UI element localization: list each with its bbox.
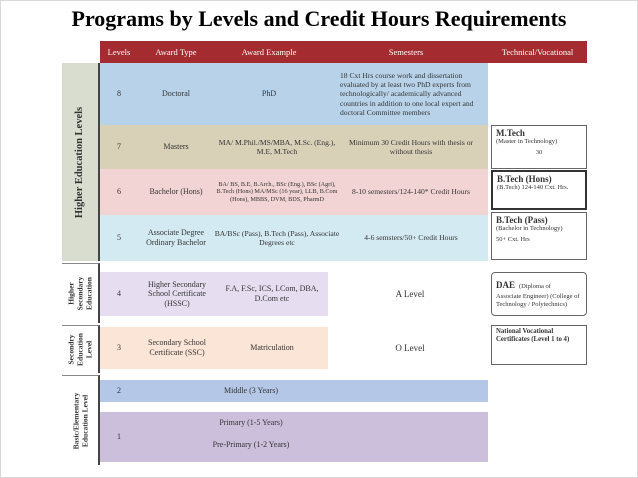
row-8-example: PhD xyxy=(261,89,277,99)
row-5-award: Associate Degree Ordinary Bachelor xyxy=(146,228,206,247)
tech-dae xyxy=(491,272,587,316)
tech-btech-hons-title: B.Tech (Hons) xyxy=(497,174,552,184)
header-technical: Technical/Vocational xyxy=(488,41,587,63)
tech-mtech-sub: (Master in Technology) xyxy=(496,138,558,146)
row-1-preprimary: Pre-Primary (1-2 Years) xyxy=(212,440,290,450)
tech-btech-pass-extra: 50+ Cxt. Hrs xyxy=(496,235,530,243)
row-5-level: 5 xyxy=(117,233,121,243)
tech-btech-pass-sub: (Bachelor in Technology) xyxy=(496,225,563,233)
row-7-level: 7 xyxy=(117,142,121,152)
row-2-level: 2 xyxy=(117,386,121,396)
tech-btech-hons xyxy=(491,170,587,210)
side-basic xyxy=(62,375,100,465)
row-4-semesters: A Level xyxy=(395,288,425,299)
tech-mtech-title: M.Tech xyxy=(496,128,525,138)
row-8-award: Doctoral xyxy=(162,89,190,99)
header-award-example: Award Example xyxy=(214,41,324,63)
side-basic-label: Basic/Elementary Education Level xyxy=(71,392,90,449)
tech-dae-title: DAE xyxy=(496,280,516,290)
tech-btech-pass-title: B.Tech (Pass) xyxy=(496,215,548,225)
row-6-semesters: 8-10 semesters/124-140* Credit Hours xyxy=(352,187,470,197)
side-higher-secondary xyxy=(62,263,100,323)
row-7-award: Masters xyxy=(163,142,189,152)
row-6-level: 6 xyxy=(117,187,121,197)
tech-nvc xyxy=(491,325,587,365)
row-4-example: F.A, F.Sc, ICS, I.Com, DBA, D.Com etc xyxy=(225,284,319,303)
row-5-semesters: 4-6 semsters/50+ Credit Hours xyxy=(364,233,458,243)
side-secondary xyxy=(62,325,100,373)
tech-dae-sub: Associate Engineer) (College of Technology / Polytechnics) xyxy=(496,293,580,308)
row-2-middle: Middle (3 Years) xyxy=(224,386,278,396)
row-4-level: 4 xyxy=(117,289,121,299)
row-3-level: 3 xyxy=(117,343,121,353)
side-higher-education xyxy=(62,63,100,261)
tech-mtech-extra: 30 xyxy=(535,148,543,156)
row-6-award: Bachelor (Hons) xyxy=(149,187,203,197)
side-higher-education-label: Higher Education Levels xyxy=(74,106,86,218)
header-levels: Levels xyxy=(100,41,138,63)
row-3-example: Matriculation xyxy=(250,343,294,353)
side-secondary-label: Secondry Education Level xyxy=(66,333,94,366)
tech-mtech xyxy=(491,125,587,169)
row-1-primary: Primary (1-5 Years) xyxy=(219,418,283,428)
side-higher-secondary-label: Higher Secondary Education xyxy=(66,276,94,311)
tech-btech-pass xyxy=(491,212,587,260)
row-4-award: Higher Secondary School Certificate (HSSC) xyxy=(148,279,206,308)
page-title: Programs by Levels and Credit Hours Requirements xyxy=(71,6,567,31)
row-3-semesters: O Level xyxy=(395,342,425,353)
tech-nvc-title: National Vocational Certificates (Level 1 to 4) xyxy=(496,328,570,343)
header-semesters: Semesters xyxy=(324,41,488,63)
header-award-type: Award Type xyxy=(138,41,214,63)
tech-btech-hons-sub: (B.Tech) 124-140 Cxt. Hrs. xyxy=(497,184,569,192)
row-3-award: Secondary School Certificate (SSC) xyxy=(148,338,206,357)
row-7-semesters: Minimum 30 Credit Hours with thesis or without thesis xyxy=(348,137,474,156)
row-8-semesters: 18 Cxt Hrs course work and dissertation evaluated by at least two PhD experts from technologically/ academically advanced countries in addition to one local expert and doctoral Committee members xyxy=(340,71,474,117)
row-8-level: 8 xyxy=(117,89,121,99)
tech-dae-title-rest: (Diploma of xyxy=(519,283,551,290)
row-6-example: BA/ BS, B.E, B.Arch., BSc (Eng.), BSc (Agri), B.Tech (Hons) MA/MSc (16 year), LLB, B.Com (Hons), MBBS, DVM, BDS, PharmD xyxy=(216,180,338,203)
row-5-example: BA/BSc (Pass), B.Tech (Pass), Associate Degrees etc xyxy=(214,228,340,247)
row-1-level: 1 xyxy=(117,432,121,442)
row-7-example: MA/ M.Phil./MS/MBA, M.Sc. (Eng.), M.E, M.Tech xyxy=(218,137,336,156)
